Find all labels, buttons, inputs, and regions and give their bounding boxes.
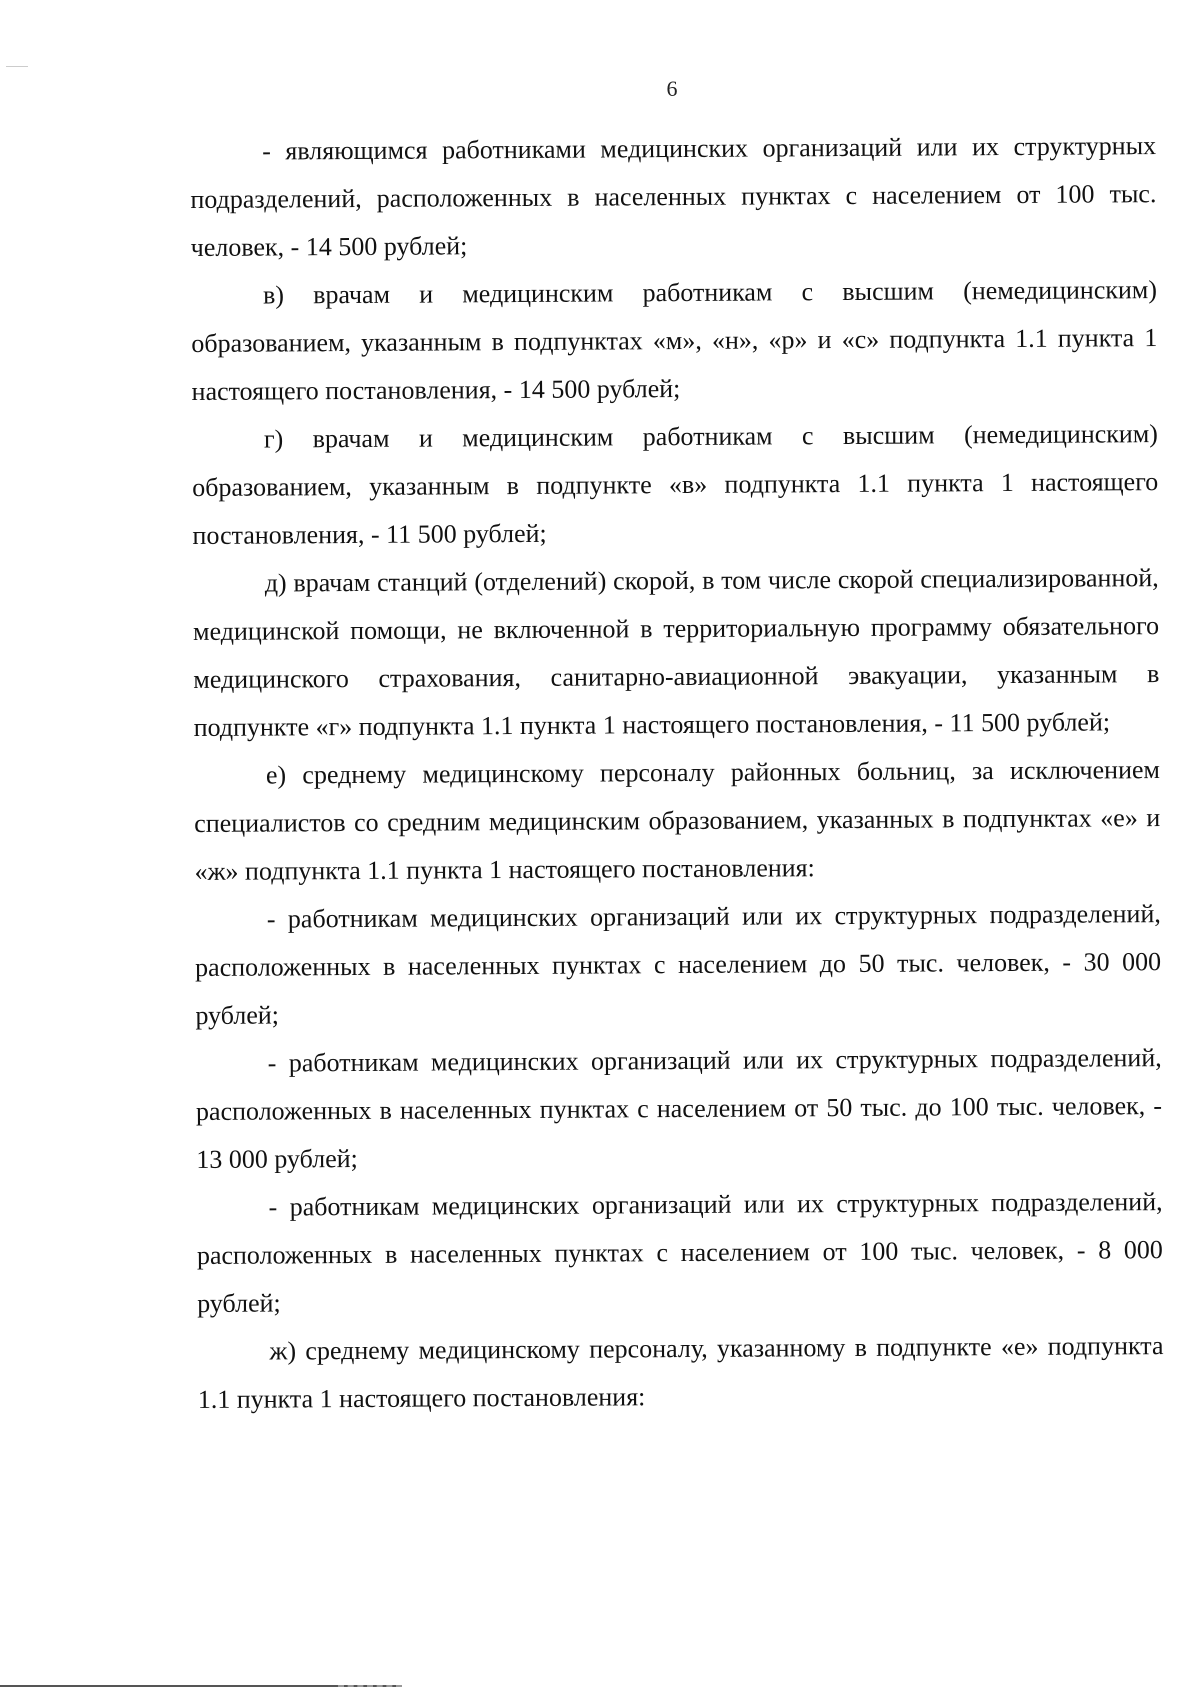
document-body bbox=[190, 122, 1164, 1424]
paragraph-bullet-50k: - работникам медицинских организаций или их структурных подразделений, расположенных в населенных пунктах с населением до 50 тыс. человек, - 30 000 рублей; bbox=[195, 899, 1162, 1030]
paragraph-bullet-100k: - являющимся работниками медицинских организаций или их структурных подразделений, расположенных в населенных пунктах с населением от 100 тыс. человек, - 14 500 рублей; bbox=[190, 131, 1157, 262]
paragraph-zh: ж) среднему медицинскому персоналу, указанному в подпункте «е» подпункта 1.1 пункта 1 настоящего постановления: bbox=[197, 1331, 1164, 1414]
paragraph-d: д) врачам станций (отделений) скорой, в том числе скорой специализированной, медицинской помощи, не включенной в территориальную программу обязательного медицинского страхования, санитарно-авиационной эвакуации, указанным в подпункте «г» подпункта 1.1 пункта 1 настоящего постановления, - 11 500 рублей; bbox=[192, 563, 1160, 742]
paragraph-bullet-over-100k: - работникам медицинских организаций или их структурных подразделений, расположенных в населенных пунктах с населением от 100 тыс. человек, - 8 000 рублей; bbox=[196, 1187, 1163, 1318]
paragraph-v: в) врачам и медицинским работникам с высшим (немедицинским) образованием, указанным в подпунктах «м», «н», «р» и «с» подпункта 1.1 пункта 1 настоящего постановления, - 14 500 рублей; bbox=[191, 275, 1158, 406]
bottom-scan-line-dashed bbox=[338, 1685, 402, 1687]
bottom-scan-line bbox=[0, 1685, 396, 1687]
scan-mark bbox=[6, 66, 28, 67]
paragraph-g: г) врачам и медицинским работникам с высшим (немедицинским) образованием, указанным в подпункте «в» подпункта 1.1 пункта 1 настоящего постановления, - 11 500 рублей; bbox=[192, 419, 1159, 550]
page-number: 6 bbox=[666, 76, 678, 101]
paragraph-bullet-50k-100k: - работникам медицинских организаций или их структурных подразделений, расположенных в населенных пунктах с населением от 50 тыс. до 100 тыс. человек, - 13 000 рублей; bbox=[195, 1043, 1163, 1174]
paragraph-e: е) среднему медицинскому персоналу районных больниц, за исключением специалистов со средним медицинским образованием, указанных в подпунктах «е» и «ж» подпункта 1.1 пункта 1 настоящего постановления: bbox=[194, 755, 1161, 886]
